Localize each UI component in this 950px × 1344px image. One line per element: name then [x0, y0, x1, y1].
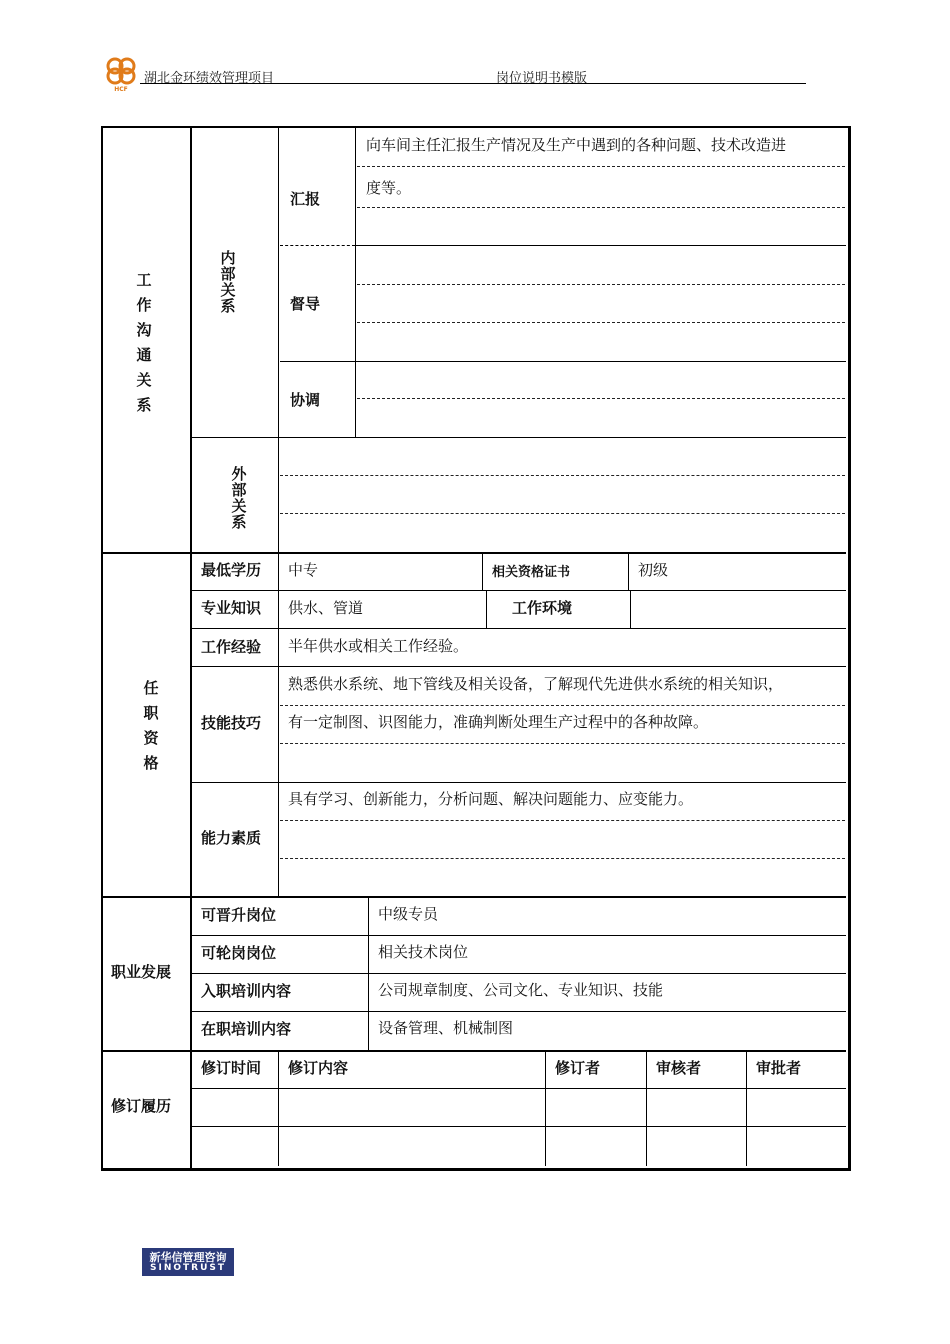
report-dash-2 — [357, 207, 845, 208]
logo-text: HCF — [114, 86, 128, 93]
skills-text-2: 有一定制图、识图能力，准确判断处理生产过程中的各种故障。 — [288, 713, 709, 731]
qual-row-4 — [192, 782, 846, 783]
sep-1 — [103, 552, 846, 554]
career-label-4: 在职培训内容 — [201, 1020, 292, 1038]
qual-section-label: 任职资格 — [143, 679, 159, 772]
career-value-2: 相关技术岗位 — [378, 943, 469, 961]
qual-row-3 — [192, 666, 846, 667]
supervise-dash-2 — [357, 322, 845, 323]
career-col-line — [368, 898, 369, 1051]
coordinate-dash-1 — [357, 398, 845, 399]
env-val-line — [630, 591, 631, 629]
supervise-bottom — [280, 361, 846, 362]
skills-dash-2 — [280, 743, 845, 744]
external-dash-1 — [280, 475, 845, 476]
external-dash-2 — [280, 513, 845, 514]
rev-col-approver: 审批者 — [756, 1059, 802, 1077]
min-edu-value: 中专 — [288, 561, 319, 579]
skills-label: 技能技巧 — [201, 714, 262, 732]
col-line-2 — [278, 128, 279, 438]
revision-section-label: 修订履历 — [111, 1097, 172, 1115]
ability-text-1: 具有学习、创新能力，分析问题、解决问题能力、应变能力。 — [288, 790, 694, 808]
project-name: 湖北金环绩效管理项目 — [144, 71, 275, 86]
rev-col-line-3 — [646, 1052, 647, 1166]
career-row-3 — [192, 1011, 846, 1012]
external-col-line — [278, 438, 279, 552]
supervise-dash-1 — [357, 284, 845, 285]
header-rule — [140, 83, 806, 84]
qual-col-line — [278, 553, 279, 897]
company-logo — [101, 55, 141, 93]
ability-label: 能力素质 — [201, 829, 262, 847]
cert-value: 初级 — [638, 561, 669, 579]
rev-col-time: 修订时间 — [201, 1059, 262, 1077]
ability-dash-1 — [280, 820, 845, 821]
coordinate-label: 协调 — [290, 391, 321, 409]
cert-col-line — [482, 553, 483, 591]
external-label: 外部关系 — [231, 465, 247, 531]
career-value-1: 中级专员 — [378, 905, 439, 923]
experience-value: 半年供水或相关工作经验。 — [288, 637, 469, 655]
col-line-1 — [190, 128, 192, 1168]
cert-label: 相关资格证书 — [492, 565, 571, 580]
career-value-3: 公司规章制度、公司文化、专业知识、技能 — [378, 981, 664, 999]
rev-row-1 — [192, 1088, 846, 1089]
footer-brand-en: SINOTRUST — [149, 1263, 226, 1273]
ability-dash-2 — [280, 858, 845, 859]
report-text-1: 向车间主任汇报生产情况及生产中遇到的各种问题、技术改造进 — [366, 136, 787, 154]
rev-row-2 — [192, 1126, 846, 1127]
career-label-3: 入职培训内容 — [201, 982, 292, 1000]
doc-title: 岗位说明书模版 — [496, 71, 588, 86]
knowledge-label: 专业知识 — [201, 599, 262, 617]
knowledge-value: 供水、管道 — [288, 599, 364, 617]
career-row-2 — [192, 973, 846, 974]
career-value-4: 设备管理、机械制图 — [378, 1019, 514, 1037]
cert-val-line — [628, 553, 629, 591]
internal-row-sep-1 — [280, 245, 355, 246]
comm-section-label: 工作沟通关系 — [136, 271, 152, 414]
rev-col-line-2 — [545, 1052, 546, 1166]
career-label-2: 可轮岗岗位 — [201, 944, 277, 962]
internal-label: 内部关系 — [220, 249, 236, 315]
report-label: 汇报 — [290, 190, 321, 208]
rev-col-reviewer: 审核者 — [656, 1059, 702, 1077]
sep-3 — [103, 1050, 846, 1052]
rev-col-line-1 — [278, 1052, 279, 1166]
rev-col-content: 修订内容 — [288, 1059, 349, 1077]
skills-dash-1 — [280, 705, 845, 706]
sep-2 — [103, 896, 846, 898]
env-label: 工作环境 — [512, 599, 573, 617]
footer-brand-cn: 新华信管理咨询 — [149, 1251, 227, 1264]
col-line-3 — [355, 128, 356, 438]
env-col-line — [486, 591, 487, 629]
qual-row-1 — [192, 590, 846, 591]
career-label-1: 可晋升岗位 — [201, 906, 277, 924]
min-edu-label: 最低学历 — [201, 561, 262, 579]
rev-col-line-4 — [746, 1052, 747, 1166]
experience-label: 工作经验 — [201, 638, 262, 656]
footer-logo — [142, 1248, 234, 1276]
career-row-1 — [192, 935, 846, 936]
rev-col-reviser: 修订者 — [555, 1059, 601, 1077]
internal-bottom — [192, 437, 846, 438]
career-section-label: 职业发展 — [111, 963, 172, 981]
skills-text-1: 熟悉供水系统、地下管线及相关设备，了解现代先进供水系统的相关知识， — [288, 675, 784, 693]
report-text-2: 度等。 — [366, 179, 412, 197]
report-bottom — [355, 245, 846, 246]
report-dash-1 — [357, 166, 845, 167]
supervise-label: 督导 — [290, 295, 321, 313]
qual-row-2 — [192, 628, 846, 629]
